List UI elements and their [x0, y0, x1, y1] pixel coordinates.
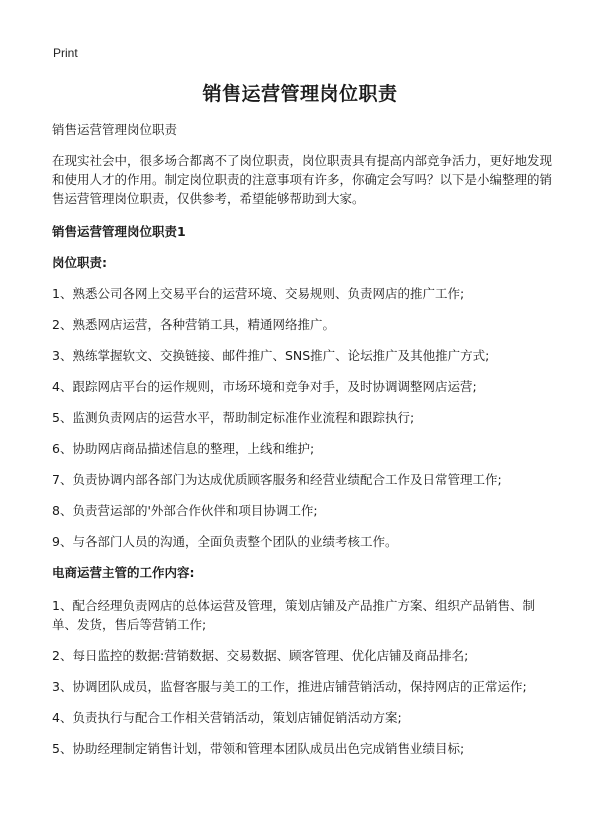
list-item: 3、协调团队成员，监督客服与美工的工作，推进店铺营销活动，保持网店的正常运作;: [52, 679, 527, 694]
list-item: 1、配合经理负责网店的总体运营及管理，策划店铺及产品推广方案、组织产品销售、制单、发货，售后等营销工作;: [52, 598, 535, 632]
section-heading: 电商运营主管的工作内容:: [52, 565, 195, 580]
list-item: 7、负责协调内部各部门为达成优质顾客服务和经营业绩配合工作及日常管理工作;: [52, 472, 502, 487]
section-subheading: 岗位职责:: [52, 255, 107, 270]
list-item: 3、熟练掌握软文、交换链接、邮件推广、SNS推广、论坛推广及其他推广方式;: [52, 348, 490, 363]
article-body: [52, 120, 552, 770]
intro-paragraph: 在现实社会中，很多场合都离不了岗位职责，岗位职责具有提高内部竞争活力，更好地发现和使用人才的作用。制定岗位职责的注意事项有许多，你确定会写吗？以下是小编整理的销售运营管理岗位职责，仅供参考，希望能够帮助到大家。: [52, 153, 553, 206]
page-title: 销售运营管理岗位职责: [202, 83, 398, 105]
list-item: 5、监测负责网店的运营水平，帮助制定标准作业流程和跟踪执行;: [52, 410, 415, 425]
print-link[interactable]: Print: [53, 46, 78, 60]
list-item: 2、熟悉网店运营，各种营销工具，精通网络推广。: [52, 317, 335, 332]
list-item: 8、负责营运部的'外部合作伙伴和项目协调工作;: [52, 503, 318, 518]
section-heading: 销售运营管理岗位职责1: [52, 224, 186, 239]
list-item: 9、与各部门人员的沟通，全面负责整个团队的业绩考核工作。: [52, 534, 398, 549]
list-item: 2、每日监控的数据:营销数据、交易数据、顾客管理、优化店铺及商品排名;: [52, 648, 469, 663]
list-item: 4、跟踪网店平台的运作规则，市场环境和竞争对手，及时协调调整网店运营;: [52, 379, 477, 394]
article-subtitle: 销售运营管理岗位职责: [52, 122, 178, 137]
list-item: 4、负责执行与配合工作相关营销活动，策划店铺促销活动方案;: [52, 710, 402, 725]
list-item: 6、协助网店商品描述信息的整理，上线和维护;: [52, 441, 315, 456]
list-item: 1、熟悉公司各网上交易平台的运营环境、交易规则、负责网店的推广工作;: [52, 286, 465, 301]
list-item: 5、协助经理制定销售计划，带领和管理本团队成员出色完成销售业绩目标;: [52, 741, 465, 756]
